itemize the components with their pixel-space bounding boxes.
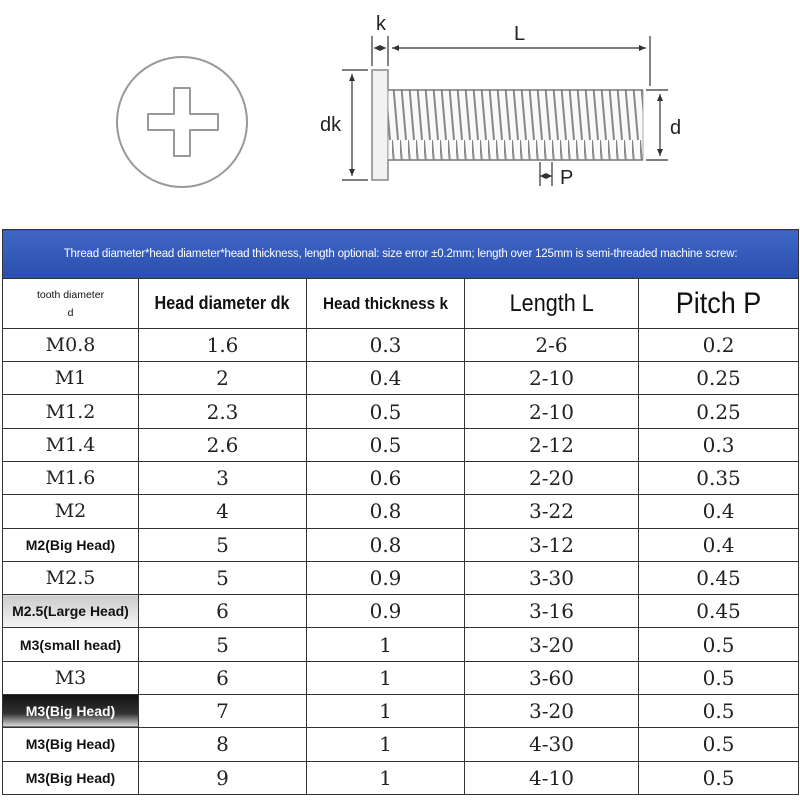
cell-pitch: 0.5 (639, 694, 799, 727)
table-row (3, 328, 799, 361)
cell-length: 3-20 (465, 694, 639, 727)
screw-side-view (372, 70, 643, 180)
cell-k: 1 (307, 694, 465, 727)
cell-length: 2-20 (465, 462, 639, 495)
header-head-thickness (307, 279, 465, 328)
table-row (3, 561, 799, 594)
cell-dk: 6 (139, 595, 307, 628)
table-banner-row (3, 230, 799, 279)
header-tooth-diameter (3, 279, 139, 328)
cell-k: 1 (307, 728, 465, 761)
cell-model: M1.4 (3, 428, 139, 461)
cell-k: 1 (307, 628, 465, 661)
cell-length: 2-6 (465, 328, 639, 361)
table-row (3, 628, 799, 661)
table-row (3, 694, 799, 727)
header-k-label: Head thickness k (322, 293, 449, 313)
cell-dk: 6 (139, 661, 307, 694)
cell-model: M1.6 (3, 462, 139, 495)
cell-length: 2-10 (465, 362, 639, 395)
table-row (3, 428, 799, 461)
cell-k: 0.8 (307, 495, 465, 528)
cell-dk: 1.6 (139, 328, 307, 361)
table-row (3, 362, 799, 395)
cell-dk: 5 (139, 528, 307, 561)
cell-model: M3 (3, 661, 139, 694)
header-L-label: Length L (509, 289, 594, 317)
cell-dk: 2 (139, 362, 307, 395)
label-d: d (670, 117, 682, 139)
header-tooth-line1: tooth diameter (36, 288, 105, 301)
table-row (3, 528, 799, 561)
cell-dk: 2.6 (139, 428, 307, 461)
cell-length: 2-12 (465, 428, 639, 461)
cell-model: M3(Big Head) (3, 694, 139, 727)
cell-dk: 4 (139, 495, 307, 528)
cell-pitch: 0.5 (639, 628, 799, 661)
cell-k: 0.3 (307, 328, 465, 361)
cell-pitch: 0.5 (639, 728, 799, 761)
label-dk: dk (320, 114, 342, 136)
cell-dk: 2.3 (139, 395, 307, 428)
cell-dk: 3 (139, 462, 307, 495)
table-row (3, 595, 799, 628)
cell-pitch: 0.2 (639, 328, 799, 361)
label-L: L (514, 23, 526, 45)
cell-pitch: 0.4 (639, 495, 799, 528)
cell-model: M2(Big Head) (3, 528, 139, 561)
cell-dk: 5 (139, 561, 307, 594)
cell-pitch: 0.3 (639, 428, 799, 461)
table-row (3, 495, 799, 528)
cell-dk: 5 (139, 628, 307, 661)
cell-length: 3-60 (465, 661, 639, 694)
header-pitch (639, 279, 799, 328)
cell-length: 3-20 (465, 628, 639, 661)
cell-k: 1 (307, 661, 465, 694)
cell-k: 0.6 (307, 462, 465, 495)
cell-length: 3-12 (465, 528, 639, 561)
cell-model: M3(Big Head) (3, 761, 139, 794)
cell-model: M3(small head) (3, 628, 139, 661)
cell-length: 3-16 (465, 595, 639, 628)
header-head-diameter (139, 279, 307, 328)
cell-pitch: 0.45 (639, 561, 799, 594)
cell-length: 4-10 (465, 761, 639, 794)
table-row (3, 761, 799, 794)
cell-model: M0.8 (3, 328, 139, 361)
cell-length: 3-22 (465, 495, 639, 528)
cell-model: M3(Big Head) (3, 728, 139, 761)
specification-table (2, 229, 799, 795)
screw-technical-drawing (0, 0, 800, 228)
cell-k: 0.8 (307, 528, 465, 561)
header-tooth-line2: d (67, 306, 74, 319)
table-banner: Thread diameter*head diameter*head thickness, length optional: size error ±0.2mm; length over 125mm is semi-threaded machine screw: (3, 230, 799, 279)
label-k: k (376, 13, 386, 35)
cell-model: M2 (3, 495, 139, 528)
cell-k: 0.5 (307, 428, 465, 461)
header-P-label: Pitch P (675, 286, 762, 320)
cell-model: M1.2 (3, 395, 139, 428)
header-dk-label: Head diameter dk (154, 293, 291, 314)
phillips-head-top-view (117, 57, 247, 187)
header-length (465, 279, 639, 328)
cell-dk: 9 (139, 761, 307, 794)
cell-pitch: 0.25 (639, 362, 799, 395)
table-row (3, 661, 799, 694)
cell-k: 0.4 (307, 362, 465, 395)
cell-k: 0.9 (307, 595, 465, 628)
table-header-row (3, 279, 799, 328)
cell-length: 2-10 (465, 395, 639, 428)
table-row (3, 462, 799, 495)
cell-dk: 8 (139, 728, 307, 761)
cell-pitch: 0.25 (639, 395, 799, 428)
table-row (3, 395, 799, 428)
cell-length: 3-30 (465, 561, 639, 594)
cell-dk: 7 (139, 694, 307, 727)
cell-k: 0.5 (307, 395, 465, 428)
label-P: P (560, 167, 574, 189)
cell-pitch: 0.5 (639, 761, 799, 794)
cell-pitch: 0.4 (639, 528, 799, 561)
cell-pitch: 0.5 (639, 661, 799, 694)
cell-pitch: 0.35 (639, 462, 799, 495)
cell-model: M1 (3, 362, 139, 395)
cell-model: M2.5(Large Head) (3, 595, 139, 628)
cell-k: 0.9 (307, 561, 465, 594)
cell-model: M2.5 (3, 561, 139, 594)
cell-pitch: 0.45 (639, 595, 799, 628)
cell-length: 4-30 (465, 728, 639, 761)
cell-k: 1 (307, 761, 465, 794)
table-row (3, 728, 799, 761)
